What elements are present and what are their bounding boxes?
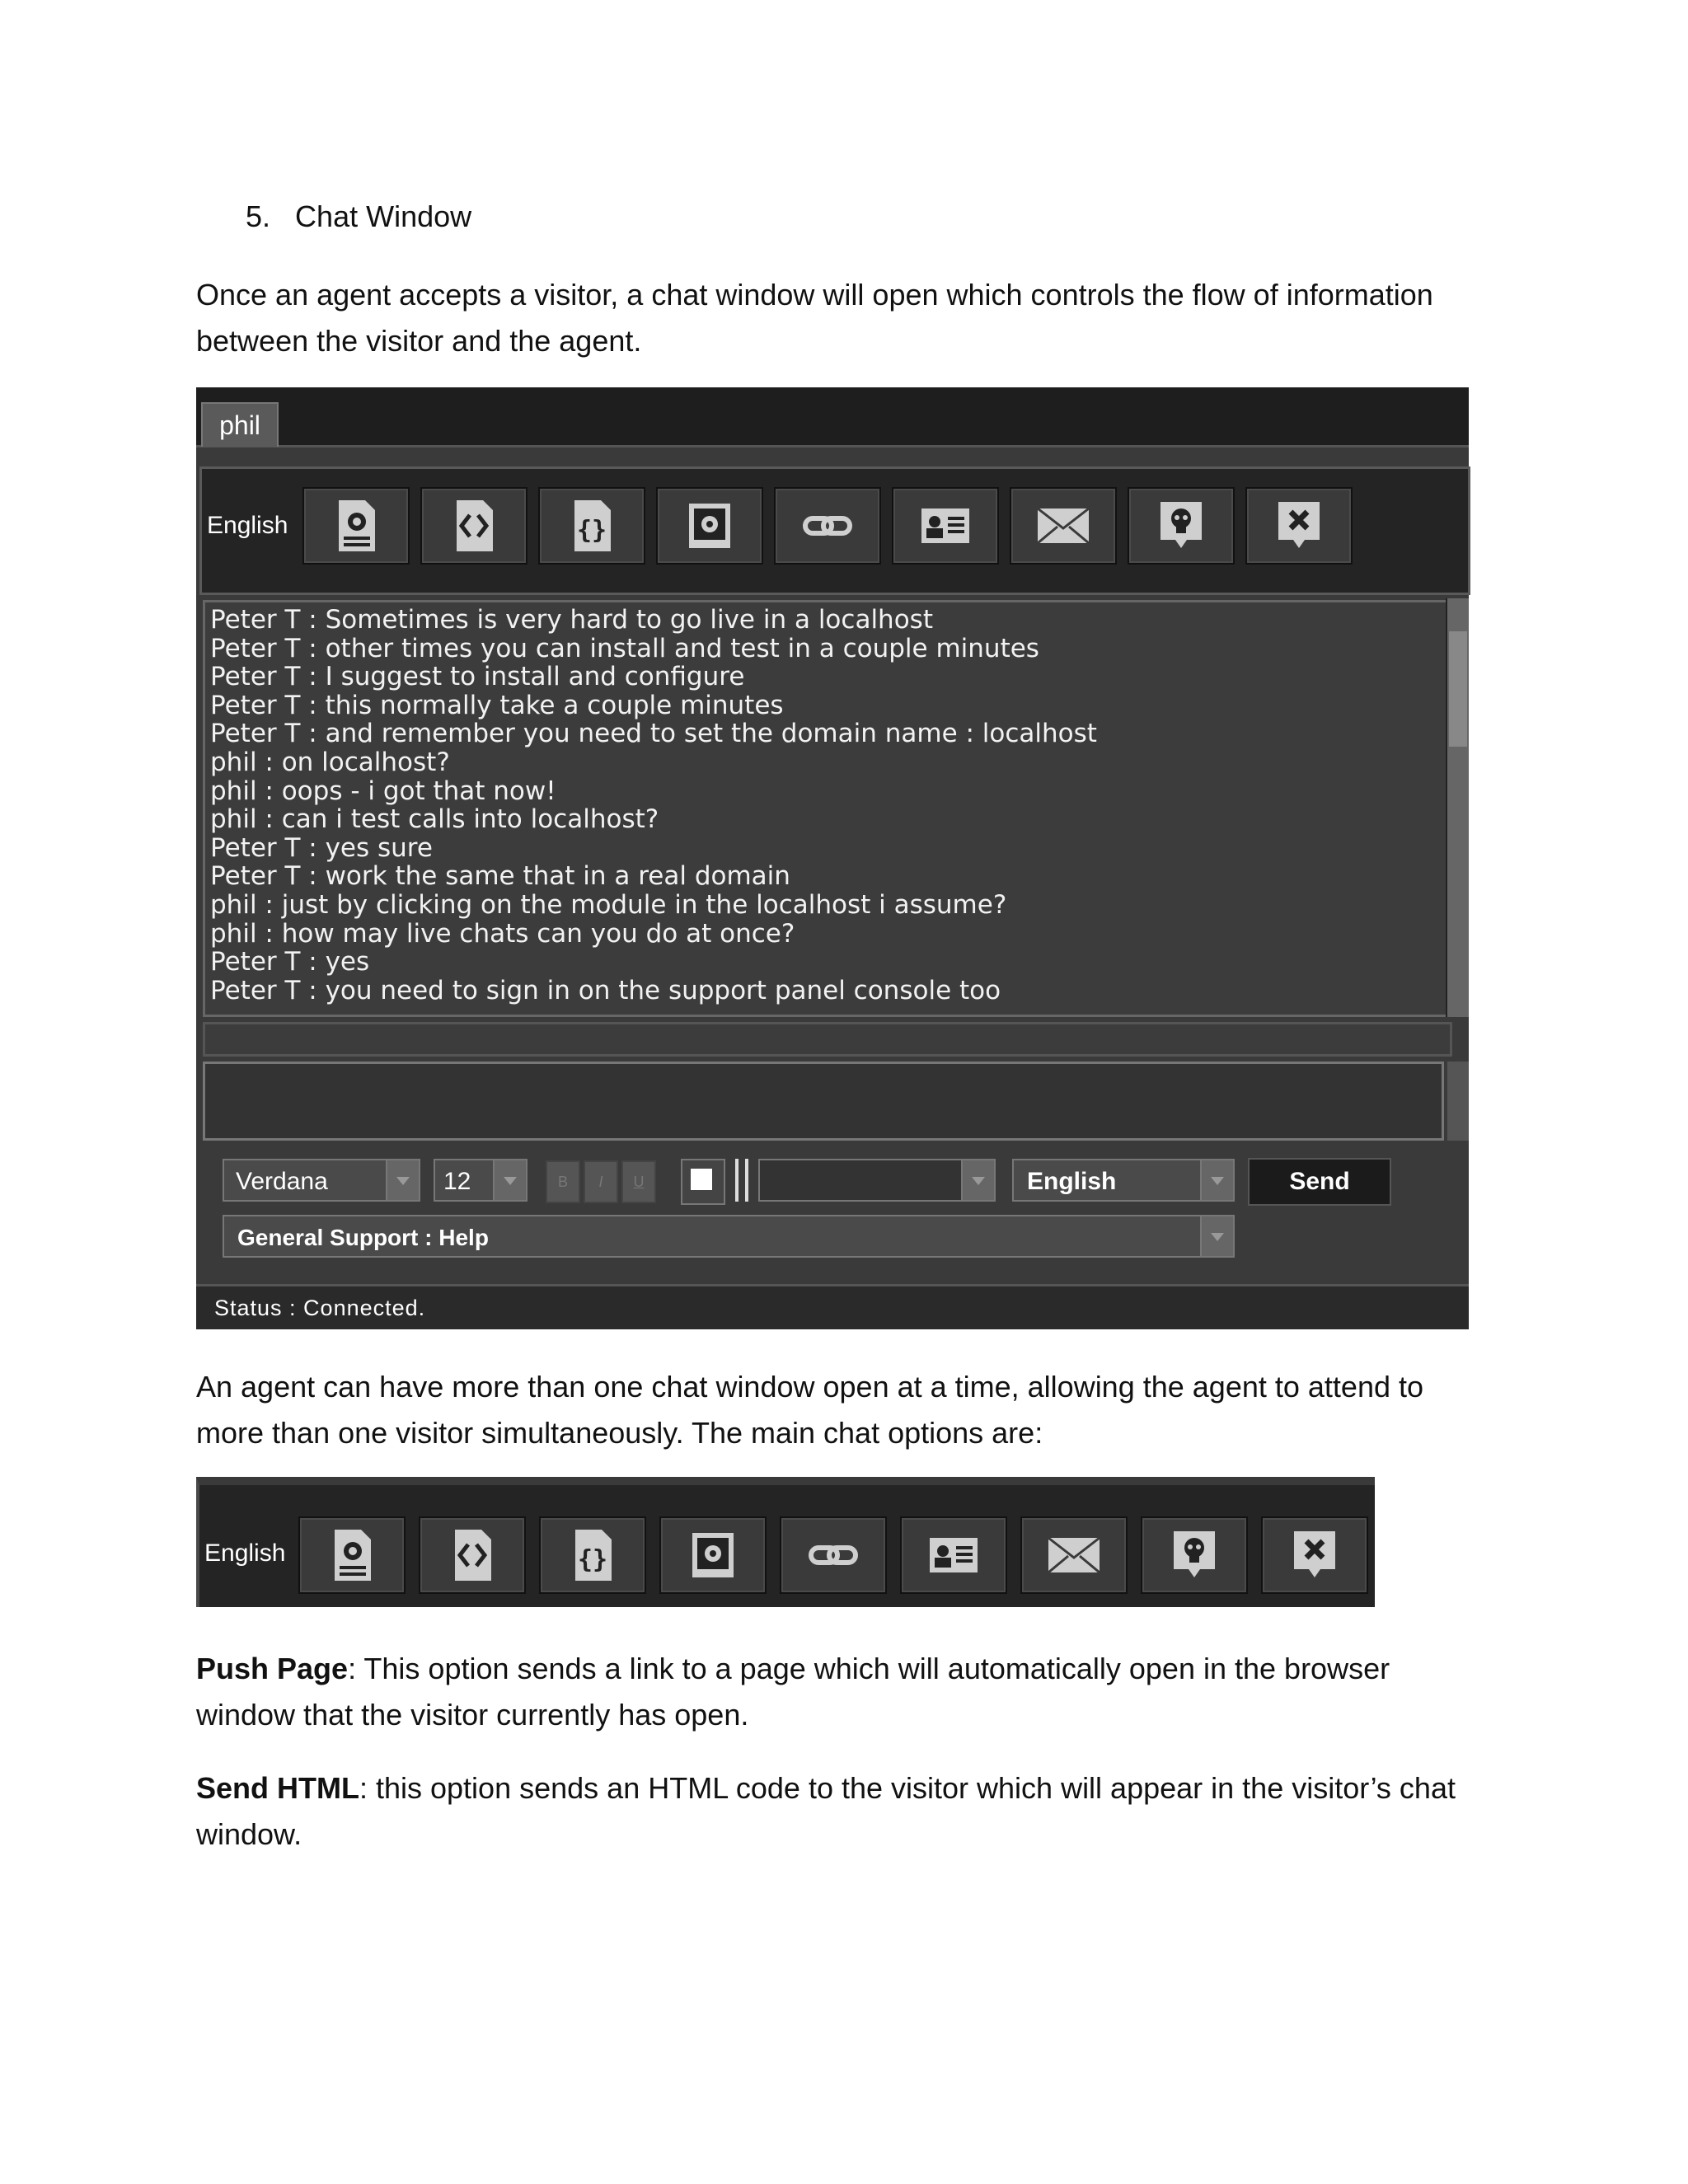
department-value: General Support : Help (237, 1225, 489, 1250)
chevron-down-icon (493, 1160, 526, 1200)
chat-message: Peter T : Sometimes is very hard to go live in a localhost (210, 605, 933, 635)
email-button[interactable] (1020, 1516, 1128, 1594)
email-icon (1045, 1526, 1103, 1584)
image-icon (684, 1526, 742, 1584)
close-chat-icon (1270, 497, 1328, 555)
message-log (203, 600, 1452, 1017)
chat-message: Peter T : this normally take a couple minutes (210, 690, 784, 720)
department-select[interactable] (223, 1215, 1235, 1258)
send-code-button[interactable] (539, 1516, 646, 1594)
canned-message-select[interactable] (758, 1159, 996, 1202)
email-icon (1034, 497, 1092, 555)
send-html-paragraph (196, 1765, 1482, 1858)
push-page-button[interactable] (298, 1516, 406, 1594)
svg-text:{}: {} (576, 516, 607, 545)
font-size-select[interactable] (434, 1159, 528, 1202)
toolbar-language: English (204, 1540, 286, 1567)
scrollbar-thumb[interactable] (1449, 631, 1467, 747)
chat-message: Peter T : and remember you need to set the domain name : localhost (210, 719, 1097, 749)
close-chat-icon (1286, 1526, 1343, 1584)
chat-message: Peter T : other times you can install and test in a couple minutes (210, 633, 1039, 663)
separator (745, 1159, 748, 1202)
tab-phil[interactable]: phil (201, 402, 279, 447)
font-select-value: Verdana (236, 1168, 328, 1195)
ban-visitor-button[interactable] (1128, 487, 1235, 565)
underline-button[interactable]: U (621, 1160, 656, 1203)
chat-message: phil : oops - i got that now! (210, 776, 556, 806)
close-chat-button[interactable] (1261, 1516, 1368, 1594)
font-select[interactable] (223, 1159, 420, 1202)
svg-text:{}: {} (577, 1545, 608, 1574)
chat-message: phil : can i test calls into localhost? (210, 804, 659, 835)
chat-message: Peter T : yes sure (210, 832, 433, 863)
chevron-down-icon (961, 1160, 994, 1200)
push-page-paragraph (196, 1646, 1482, 1738)
contact-card-icon (925, 1526, 982, 1584)
contact-card-button[interactable] (892, 487, 999, 565)
message-scrollbar[interactable] (1446, 598, 1469, 1017)
image-button[interactable] (656, 487, 763, 565)
toolbar-language: English (207, 512, 288, 539)
link-icon (804, 1526, 862, 1584)
section-title: Chat Window (295, 199, 472, 233)
send-code-icon (563, 497, 621, 555)
push-page-desc: : This option sends a link to a page which will automatically open in the browser window that the visitor currently has open. (196, 1652, 1390, 1732)
chat-message: Peter T : work the same that in a real domain (210, 861, 790, 892)
image-icon (681, 497, 738, 555)
send-html-icon (443, 1526, 501, 1584)
send-code-button[interactable] (538, 487, 645, 565)
status-text: Status : Connected. (214, 1296, 426, 1320)
close-chat-button[interactable] (1245, 487, 1353, 565)
section-number: 5. (246, 199, 271, 233)
text-color-button[interactable] (681, 1159, 725, 1205)
translate-language-value: English (1027, 1168, 1117, 1195)
chat-message: phil : how may live chats can you do at once? (210, 918, 795, 949)
toolbar-icons (298, 1516, 1368, 1594)
link-button[interactable] (780, 1516, 887, 1594)
separator (735, 1159, 738, 1202)
link-icon (799, 497, 856, 555)
push-page-icon (323, 1526, 381, 1584)
font-size-value: 12 (443, 1168, 471, 1195)
message-log-footer (203, 1022, 1452, 1057)
chat-toolbar (199, 466, 1470, 595)
chat-message: Peter T : you need to sign in on the support panel console too (210, 975, 1001, 1005)
compose-input[interactable] (203, 1062, 1444, 1141)
tab-bar (196, 387, 1469, 448)
push-page-button[interactable] (302, 487, 410, 565)
send-html-button[interactable] (420, 487, 528, 565)
chevron-down-icon (386, 1160, 419, 1200)
chevron-down-icon (1200, 1216, 1233, 1256)
chevron-down-icon (1200, 1160, 1233, 1200)
chat-message: Peter T : I suggest to install and configure (210, 662, 745, 692)
compose-scrollbar[interactable] (1447, 1062, 1469, 1141)
send-html-button[interactable] (419, 1516, 526, 1594)
contact-card-button[interactable] (900, 1516, 1007, 1594)
ban-icon (1152, 497, 1210, 555)
status-bar (196, 1284, 1469, 1329)
chat-options-toolbar (196, 1477, 1375, 1607)
multi-chat-paragraph: An agent can have more than one chat window open at a time, allowing the agent to attend to more than one visitor simultaneously. The main chat options are: (196, 1370, 1424, 1450)
link-button[interactable] (774, 487, 881, 565)
ban-icon (1165, 1526, 1223, 1584)
toolbar-icons (302, 487, 1353, 565)
chat-window (196, 387, 1469, 1327)
push-page-term: Push Page (196, 1652, 349, 1685)
send-html-term: Send HTML (196, 1771, 359, 1805)
email-button[interactable] (1010, 487, 1117, 565)
chat-message: Peter T : yes (210, 947, 370, 977)
translate-language-select[interactable] (1012, 1159, 1235, 1202)
push-page-icon (327, 497, 385, 555)
send-html-desc: : this option sends an HTML code to the visitor which will appear in the visitor’s chat window. (196, 1771, 1456, 1851)
contact-card-icon (917, 497, 974, 555)
chat-message: phil : on localhost? (210, 747, 450, 777)
section-heading (246, 199, 471, 234)
send-html-icon (445, 497, 503, 555)
message-list (210, 606, 1097, 1005)
ban-visitor-button[interactable] (1141, 1516, 1248, 1594)
send-code-icon (564, 1526, 621, 1584)
image-button[interactable] (659, 1516, 767, 1594)
italic-button[interactable]: I (584, 1160, 618, 1203)
intro-paragraph: Once an agent accepts a visitor, a chat window will open which controls the flow of information between the visitor and the agent. (196, 278, 1433, 358)
bold-button[interactable]: B (546, 1160, 580, 1203)
chat-message: phil : just by clicking on the module in the localhost i assume? (210, 889, 1007, 920)
send-button[interactable]: Send (1248, 1158, 1391, 1206)
